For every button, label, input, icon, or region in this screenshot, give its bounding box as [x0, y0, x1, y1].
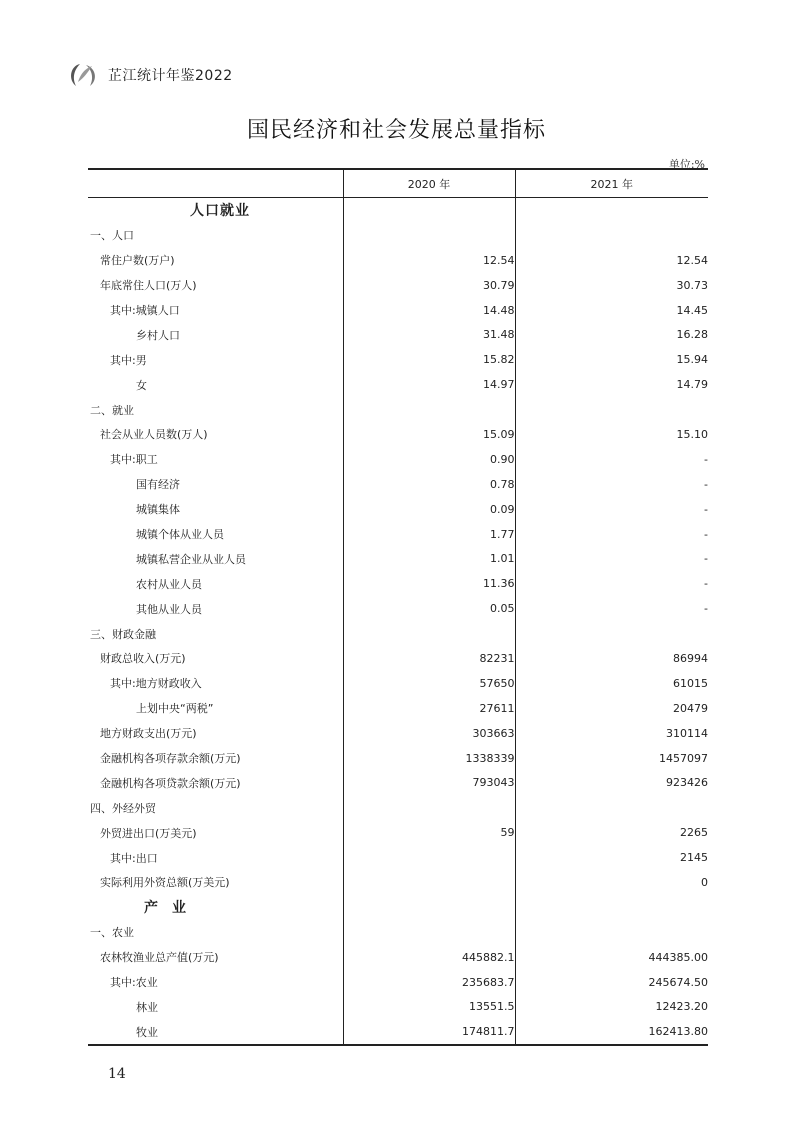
section-title: 人口就业	[190, 203, 250, 220]
table-row	[88, 546, 708, 571]
value-2020: 15.09	[343, 422, 515, 447]
value-2020: 0.09	[343, 497, 515, 522]
table-row	[88, 347, 708, 372]
table-row	[88, 372, 708, 397]
row-label: 一、农业	[90, 926, 134, 940]
row-label: 城镇集体	[136, 503, 180, 517]
row-label: 农林牧渔业总产值(万元)	[100, 951, 219, 965]
table-row	[88, 795, 708, 820]
row-label: 金融机构各项存款余额(万元)	[100, 752, 241, 766]
value-2021: 1457097	[515, 746, 708, 771]
value-2020: 14.97	[343, 372, 515, 397]
table-row	[88, 770, 708, 795]
yearbook-logo-icon	[66, 60, 100, 90]
value-2020: 57650	[343, 671, 515, 696]
row-label: 地方财政支出(万元)	[100, 727, 197, 741]
value-2021	[515, 223, 708, 248]
header-2021: 2021 年	[515, 169, 708, 198]
value-2021: 0	[515, 870, 708, 895]
value-2021	[515, 621, 708, 646]
value-2020	[343, 845, 515, 870]
row-label: 二、就业	[90, 403, 134, 417]
row-label: 年底常住人口(万人)	[100, 279, 197, 293]
value-2021: 444385.00	[515, 945, 708, 970]
table-row	[88, 571, 708, 596]
empty-cell	[343, 198, 515, 223]
value-2020: 59	[343, 820, 515, 845]
value-2020	[343, 621, 515, 646]
row-label: 城镇私营企业从业人员	[136, 552, 246, 566]
value-2020: 0.05	[343, 596, 515, 621]
row-label: 财政总收入(万元)	[100, 652, 186, 666]
empty-cell	[515, 198, 708, 223]
indicator-table	[88, 168, 708, 1046]
value-2020: 174811.7	[343, 1019, 515, 1045]
row-label: 女	[136, 378, 147, 392]
value-2020: 14.48	[343, 298, 515, 323]
row-label: 林业	[136, 1000, 158, 1014]
table-row	[88, 522, 708, 547]
value-2020	[343, 223, 515, 248]
table-row	[88, 621, 708, 646]
value-2021: -	[515, 546, 708, 571]
table-row	[88, 422, 708, 447]
value-2021: -	[515, 522, 708, 547]
value-2020: 235683.7	[343, 970, 515, 995]
value-2020: 27611	[343, 696, 515, 721]
row-label: 其中:农业	[110, 976, 158, 990]
value-2020	[343, 397, 515, 422]
value-2021: 14.79	[515, 372, 708, 397]
value-2020: 1.01	[343, 546, 515, 571]
value-2021: 12423.20	[515, 995, 708, 1020]
table-row	[88, 746, 708, 771]
value-2021: -	[515, 472, 708, 497]
row-label: 城镇个体从业人员	[136, 528, 224, 542]
value-2021: -	[515, 571, 708, 596]
table-row	[88, 497, 708, 522]
row-label: 其中:出口	[110, 851, 158, 865]
value-2021: 2265	[515, 820, 708, 845]
row-label: 一、人口	[90, 229, 134, 243]
table-row	[88, 596, 708, 621]
value-2021: 30.73	[515, 273, 708, 298]
table-row	[88, 870, 708, 895]
table-row	[88, 696, 708, 721]
value-2021: 61015	[515, 671, 708, 696]
running-title: 芷江统计年鉴2022	[108, 68, 233, 84]
section-title: 产业	[144, 900, 200, 917]
value-2020	[343, 920, 515, 945]
value-2021	[515, 920, 708, 945]
value-2020: 303663	[343, 721, 515, 746]
value-2020: 0.90	[343, 447, 515, 472]
value-2020: 0.78	[343, 472, 515, 497]
table-row	[88, 920, 708, 945]
value-2021: -	[515, 447, 708, 472]
row-label: 外贸进出口(万美元)	[100, 826, 197, 840]
row-label: 实际利用外资总额(万美元)	[100, 876, 230, 890]
row-label: 上划中央“两税”	[136, 702, 214, 716]
value-2021: 15.94	[515, 347, 708, 372]
empty-cell	[343, 895, 515, 920]
value-2021: 86994	[515, 646, 708, 671]
page-number: 14	[108, 1066, 126, 1082]
row-label: 其中:男	[110, 353, 147, 367]
value-2021: 162413.80	[515, 1019, 708, 1045]
value-2021: 923426	[515, 770, 708, 795]
row-label: 金融机构各项贷款余额(万元)	[100, 776, 241, 790]
page-title: 国民经济和社会发展总量指标	[246, 118, 546, 143]
value-2021	[515, 397, 708, 422]
table-row	[88, 1019, 708, 1045]
table-row	[88, 298, 708, 323]
row-label: 乡村人口	[136, 328, 180, 342]
value-2020: 11.36	[343, 571, 515, 596]
row-label: 国有经济	[136, 478, 180, 492]
row-label: 其中:地方财政收入	[110, 677, 202, 691]
value-2020: 445882.1	[343, 945, 515, 970]
header-2020: 2020 年	[343, 169, 515, 198]
empty-cell	[515, 895, 708, 920]
value-2021: 245674.50	[515, 970, 708, 995]
value-2021: 16.28	[515, 322, 708, 347]
row-label: 常住户数(万户)	[100, 254, 175, 268]
value-2020: 12.54	[343, 248, 515, 273]
table-row	[88, 970, 708, 995]
value-2021: -	[515, 497, 708, 522]
value-2021: 2145	[515, 845, 708, 870]
row-label: 其中:职工	[110, 453, 158, 467]
section-row	[88, 198, 708, 223]
table-header-row	[88, 169, 708, 198]
table-row	[88, 945, 708, 970]
row-label: 其中:城镇人口	[110, 304, 180, 317]
table-row	[88, 721, 708, 746]
table-row	[88, 397, 708, 422]
row-label: 社会从业人员数(万人)	[100, 428, 208, 442]
value-2020	[343, 795, 515, 820]
table-row	[88, 273, 708, 298]
table-body	[88, 198, 708, 1046]
section-row	[88, 895, 708, 920]
value-2020: 793043	[343, 770, 515, 795]
table-row	[88, 845, 708, 870]
value-2020: 13551.5	[343, 995, 515, 1020]
value-2021: 310114	[515, 721, 708, 746]
table-row	[88, 322, 708, 347]
table-row	[88, 248, 708, 273]
unit-label: 单位:%	[668, 158, 705, 171]
table-row	[88, 671, 708, 696]
value-2021: 14.45	[515, 298, 708, 323]
table-row	[88, 820, 708, 845]
value-2020: 31.48	[343, 322, 515, 347]
table-row	[88, 472, 708, 497]
row-label: 牧业	[136, 1025, 158, 1039]
value-2021: -	[515, 596, 708, 621]
header-indicator	[88, 169, 343, 198]
table-row	[88, 646, 708, 671]
row-label: 其他从业人员	[136, 602, 202, 616]
value-2021	[515, 795, 708, 820]
value-2020: 1.77	[343, 522, 515, 547]
value-2021: 20479	[515, 696, 708, 721]
value-2020: 15.82	[343, 347, 515, 372]
table-row	[88, 447, 708, 472]
value-2021: 12.54	[515, 248, 708, 273]
row-label: 四、外经外贸	[90, 801, 156, 815]
table-row	[88, 995, 708, 1020]
value-2020: 30.79	[343, 273, 515, 298]
value-2021: 15.10	[515, 422, 708, 447]
table-row	[88, 223, 708, 248]
value-2020: 82231	[343, 646, 515, 671]
page-header	[66, 60, 233, 90]
row-label: 三、财政金融	[90, 627, 156, 641]
value-2020	[343, 870, 515, 895]
row-label: 农村从业人员	[136, 577, 202, 591]
value-2020: 1338339	[343, 746, 515, 771]
